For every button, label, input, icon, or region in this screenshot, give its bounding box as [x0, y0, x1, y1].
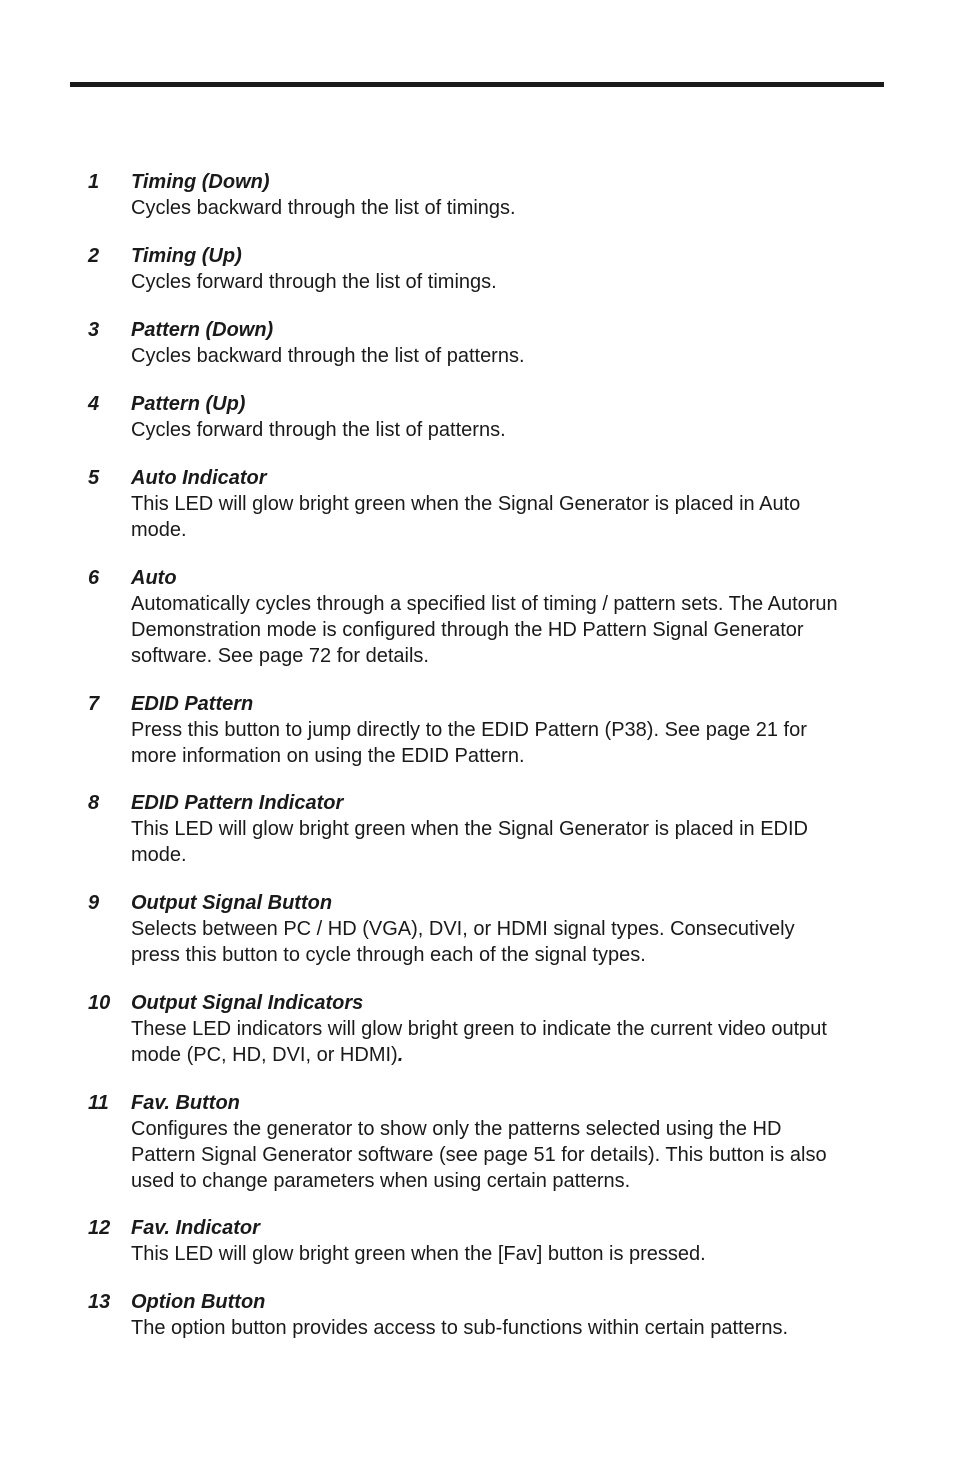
item-description	[131, 1315, 881, 1341]
trailing-period: .	[397, 1044, 404, 1066]
item-description	[131, 343, 881, 369]
description-line	[131, 1042, 881, 1068]
description-line: This LED will glow bright green when the [Fav] button is pressed.	[131, 1243, 706, 1265]
description-line: press this button to cycle through each of the signal types.	[131, 944, 646, 966]
description-line: Demonstration mode is configured through the HD Pattern Signal Generator	[131, 619, 804, 641]
item-number: 3	[88, 319, 100, 341]
item-description	[131, 1016, 881, 1068]
description-line: This LED will glow bright green when the Signal Generator is placed in EDID	[131, 818, 809, 840]
item-title: EDID Pattern Indicator	[131, 792, 344, 814]
item-description	[131, 417, 881, 443]
item-title: EDID Pattern	[131, 693, 254, 715]
item-description	[131, 269, 881, 295]
item-description	[131, 1116, 881, 1194]
description-line: software. See page 72 for details.	[131, 645, 429, 667]
item-title: Auto Indicator	[131, 467, 267, 489]
item-number: 12	[88, 1217, 111, 1239]
description-line: Automatically cycles through a specified list of timing / pattern sets. The Autorun	[131, 593, 838, 615]
item-description	[131, 195, 881, 221]
description-line: The option button provides access to sub-functions within certain patterns.	[131, 1317, 789, 1339]
item-description	[131, 717, 881, 769]
description-line: These LED indicators will glow bright green to indicate the current video output	[131, 1018, 827, 1040]
description-line-text: mode (PC, HD, DVI, or HDMI)	[131, 1044, 398, 1066]
item-number: 13	[88, 1291, 111, 1313]
item-description	[131, 491, 881, 543]
description-line: mode.	[131, 519, 187, 541]
description-line: Selects between PC / HD (VGA), DVI, or HDMI signal types. Consecutively	[131, 918, 795, 940]
item-description	[131, 1241, 881, 1267]
item-title: Pattern (Down)	[131, 319, 274, 341]
item-number: 7	[88, 693, 100, 715]
description-line: Configures the generator to show only the patterns selected using the HD	[131, 1118, 782, 1140]
description-line: Pattern Signal Generator software (see page 51 for details). This button is also	[131, 1144, 827, 1166]
item-description	[131, 816, 881, 868]
item-title: Output Signal Button	[131, 892, 333, 914]
item-title: Fav. Indicator	[131, 1217, 260, 1239]
item-number: 1	[88, 171, 100, 193]
item-description	[131, 591, 881, 669]
description-line: Press this button to jump directly to the EDID Pattern (P38). See page 21 for	[131, 719, 807, 741]
item-number: 4	[88, 393, 100, 415]
item-number: 5	[88, 467, 100, 489]
description-line: Cycles forward through the list of patterns.	[131, 419, 506, 441]
item-number: 2	[88, 245, 100, 267]
description-line: Cycles forward through the list of timings.	[131, 271, 497, 293]
item-title: Output Signal Indicators	[131, 992, 364, 1014]
item-title: Fav. Button	[131, 1092, 240, 1114]
item-title: Timing (Up)	[131, 245, 242, 267]
description-line: mode.	[131, 844, 187, 866]
description-line: more information on using the EDID Pattern.	[131, 745, 525, 767]
item-number: 6	[88, 567, 100, 589]
item-number: 9	[88, 892, 100, 914]
description-line: This LED will glow bright green when the Signal Generator is placed in Auto	[131, 493, 801, 515]
description-line: used to change parameters when using certain patterns.	[131, 1170, 631, 1192]
item-title: Pattern (Up)	[131, 393, 246, 415]
item-number: 10	[88, 992, 111, 1014]
item-title: Option Button	[131, 1291, 266, 1313]
description-line: Cycles backward through the list of timings.	[131, 197, 516, 219]
item-description	[131, 916, 881, 968]
item-number: 8	[88, 792, 100, 814]
item-title: Timing (Down)	[131, 171, 270, 193]
item-title: Auto	[131, 567, 177, 589]
description-line: Cycles backward through the list of patterns.	[131, 345, 525, 367]
item-number: 11	[88, 1092, 109, 1114]
